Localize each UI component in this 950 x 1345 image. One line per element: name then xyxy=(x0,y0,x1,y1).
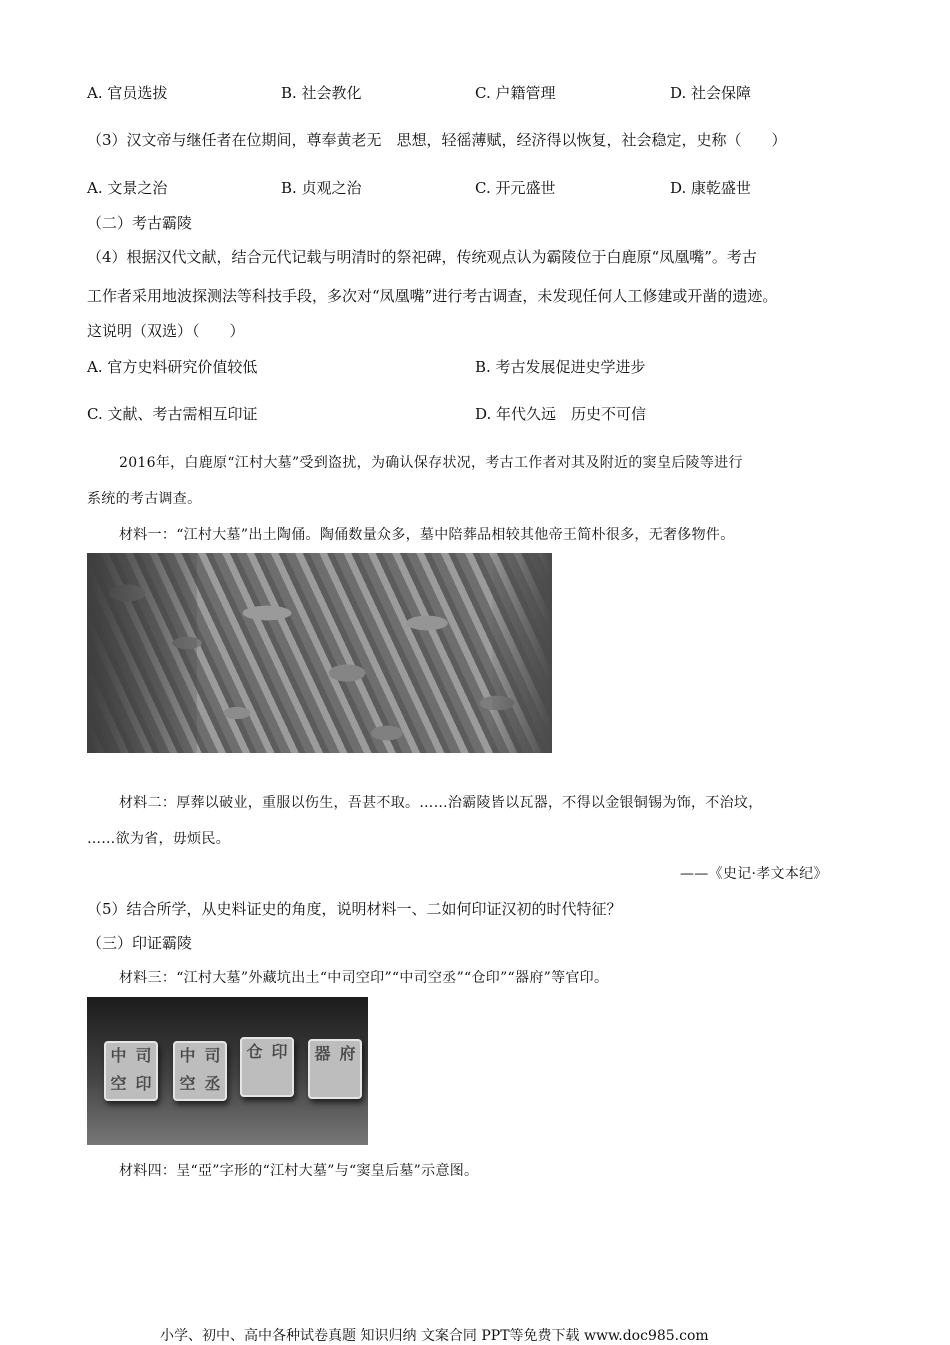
page-footer: 小学、初中、高中各种试卷真题 知识归纳 文案合同 PPT等免费下载 www.doc985.com xyxy=(160,1328,709,1344)
seal-3 xyxy=(240,1037,294,1097)
q2-option-a: A. 官员选拔 xyxy=(87,84,168,102)
q3-option-a: A. 文景之治 xyxy=(87,179,168,197)
q4-option-a: A. 官方史料研究价值较低 xyxy=(87,358,258,376)
seal-char: 印 xyxy=(271,1042,288,1061)
seal-1 xyxy=(104,1041,158,1101)
q4-option-b: B. 考古发展促进史学进步 xyxy=(475,358,646,376)
q5-question: （5）结合所学，从史料证史的角度，说明材料一、二如何印证汉初的时代特征？ xyxy=(87,900,622,918)
seal-char xyxy=(335,1069,360,1097)
seal-2 xyxy=(173,1041,227,1101)
q3-option-b: B. 贞观之治 xyxy=(281,179,362,197)
pottery-figurines-photo xyxy=(87,553,552,753)
seal-char: 空 xyxy=(110,1074,127,1093)
seal-char xyxy=(310,1069,335,1097)
q2-option-d: D. 社会保障 xyxy=(670,84,752,102)
material-2-line-1: 材料二：厚葬以破业，重服以伤生，吾甚不取。……治霸陵皆以瓦器，不得以金银铜锡为饰，不治坟， xyxy=(119,795,763,811)
q4-option-c: C. 文献、考古需相互印证 xyxy=(87,405,258,423)
seal-char: 仓 xyxy=(246,1042,263,1061)
material-1-text: 材料一：“江村大墓”出土陶俑。陶俑数量众多，墓中陪葬品相较其他帝王简朴很多，无奢侈物件。 xyxy=(119,527,735,543)
q4-line-1: （4）根据汉代文献，结合元代记载与明清时的祭祀碑，传统观点认为霸陵位于白鹿原“凤凰嘴”。考古 xyxy=(87,248,757,266)
seal-char xyxy=(242,1067,267,1095)
seal-char: 府 xyxy=(339,1044,356,1063)
q4-line-3: 这说明（双选）（ ） xyxy=(87,322,245,340)
q4-option-d: D. 年代久远 历史不可信 xyxy=(475,405,647,423)
seal-char: 司 xyxy=(135,1046,152,1065)
intro-line-2: 系统的考古调查。 xyxy=(87,491,202,507)
section-2-title: （二）考古霸陵 xyxy=(87,214,193,232)
official-seals-photo xyxy=(87,997,368,1145)
seal-char: 印 xyxy=(135,1074,152,1093)
q2-option-b: B. 社会教化 xyxy=(281,84,362,102)
seal-char: 司 xyxy=(204,1046,221,1065)
q2-option-c: C. 户籍管理 xyxy=(475,84,556,102)
seal-char xyxy=(267,1067,292,1095)
seal-char: 中 xyxy=(110,1046,127,1065)
intro-line-1: 2016年，白鹿原“江村大墓”受到盗扰，为确认保存状况，考古工作者对其及附近的窦皇后陵等进行 xyxy=(119,455,743,471)
q3-stem: （3）汉文帝与继任者在位期间，尊奉黄老无 思想，轻徭薄赋，经济得以恢复，社会稳定，史称（ ） xyxy=(87,131,787,149)
material-4-text: 材料四：呈“亞”字形的“江村大墓”与“窦皇后墓”示意图。 xyxy=(119,1163,479,1179)
seal-char: 中 xyxy=(179,1046,196,1065)
seal-char: 器 xyxy=(314,1044,331,1063)
q3-option-d: D. 康乾盛世 xyxy=(670,179,752,197)
material-2-source: ——《史记·孝文本纪》 xyxy=(680,866,828,882)
q4-line-2: 工作者采用地波探测法等科技手段，多次对“凤凰嘴”进行考古调查，未发现任何人工修建或开凿的遗迹。 xyxy=(87,287,778,305)
seal-char: 丞 xyxy=(204,1074,221,1093)
q3-option-c: C. 开元盛世 xyxy=(475,179,556,197)
material-3-text: 材料三：“江村大墓”外藏坑出土“中司空印”“中司空丞”“仓印”“器府”等官印。 xyxy=(119,970,609,986)
material-2-line-2: ……欲为省，毋烦民。 xyxy=(87,831,230,847)
seal-char: 空 xyxy=(179,1074,196,1093)
seal-4 xyxy=(308,1039,362,1099)
section-3-title: （三）印证霸陵 xyxy=(87,934,193,952)
